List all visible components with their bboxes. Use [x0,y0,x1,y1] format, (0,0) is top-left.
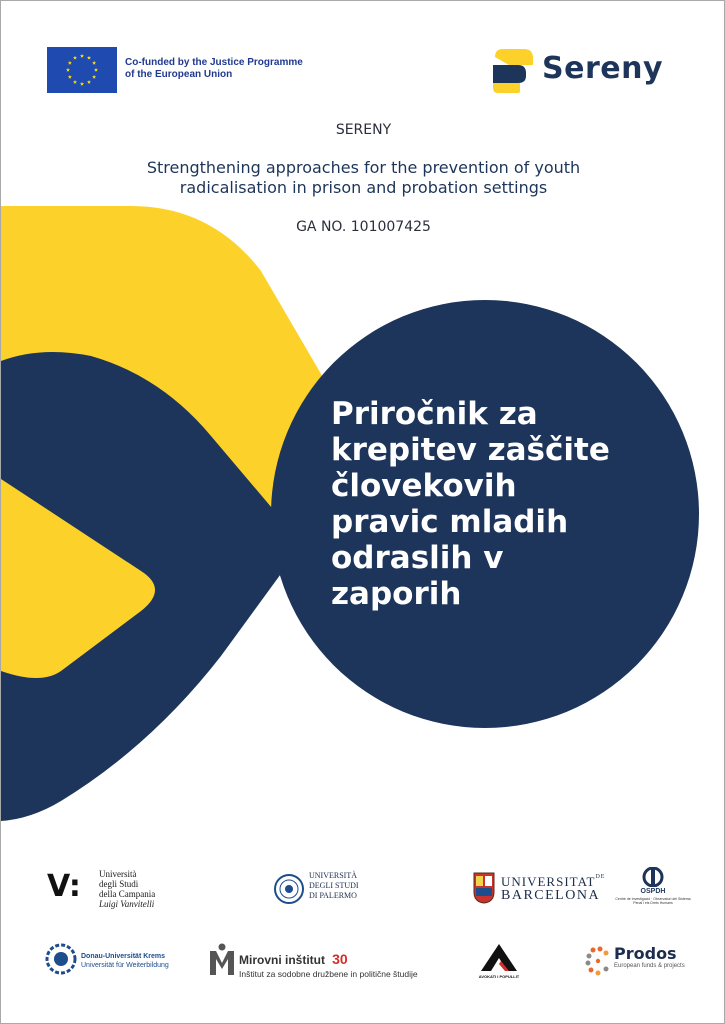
krems-line1: Donau-Universität Krems [81,953,166,960]
eu-funding-line1: Co-funded by the Justice Programme [125,57,303,68]
barcelona-line1: UNIVERSITAT [501,874,596,889]
partner-ospdh-logo [615,867,691,911]
palermo-line2: DEGLI STUDI [309,881,359,890]
prodos-name: Prodos [614,944,677,963]
prodos-sub: European funds & projects [614,963,685,969]
title-line: Priročnik za [331,396,538,432]
ospdh-sub: Centre de Investigació · Observatori del Sistema Penal i els Drets Humans [615,897,691,905]
prodos-dots-icon [585,945,611,977]
title-line: odraslih v [331,540,504,576]
palermo-seal-icon [273,873,305,905]
avokati-name: AVOKATI I POPULLIT [478,974,520,979]
mirovni-name: Mirovni inštitut [239,953,325,967]
title-line: zaporih [331,576,462,612]
title-line: krepitev zaščite [331,432,610,468]
eu-flag-icon [47,47,117,93]
subtitle-line1: Strengthening approaches for the prevention of youth [146,158,581,177]
krems-line2: Universität für Weiterbildung [81,962,169,969]
mirovni-mark-icon [209,943,235,975]
cover-title [331,396,661,612]
vanvitelli-line1: Università [99,869,137,879]
avokati-mark-icon [479,943,519,973]
vanvitelli-line2: degli Studi [99,879,139,889]
vanvitelli-line4: Luigi Vanvitelli [99,899,155,909]
palermo-line1: UNIVERSITÀ [309,871,357,880]
subtitle-line2: radicalisation in prison and probation settings [179,178,548,197]
title-line: pravic mladih [331,504,569,540]
barcelona-line2: BARCELONA [501,888,601,903]
sereny-wordmark: Sereny [542,51,664,86]
palermo-line3: DI PALERMO [309,891,357,900]
mirovni-30: 30 [332,951,348,967]
partner-avokati-logo [475,943,523,981]
vanvitelli-mark: V: [47,869,81,904]
eu-funding-statement [125,57,325,81]
grant-number: GA NO. 101007425 [296,219,431,235]
vanvitelli-line3: della Campania [99,889,156,899]
krems-mark-icon [45,943,77,975]
barcelona-de: DE [595,874,606,880]
mirovni-sub: Inštitut za sodobne družbene in politične študije [239,969,418,979]
eu-funding-line2: of the European Union [125,69,233,80]
project-acronym: SERENY [335,122,392,138]
title-line: človekovih [331,468,517,504]
ospdh-mark-icon [639,867,667,887]
ospdh-name: OSPDH [640,888,666,895]
project-subtitle [41,158,686,198]
barcelona-shield-icon [473,872,495,904]
